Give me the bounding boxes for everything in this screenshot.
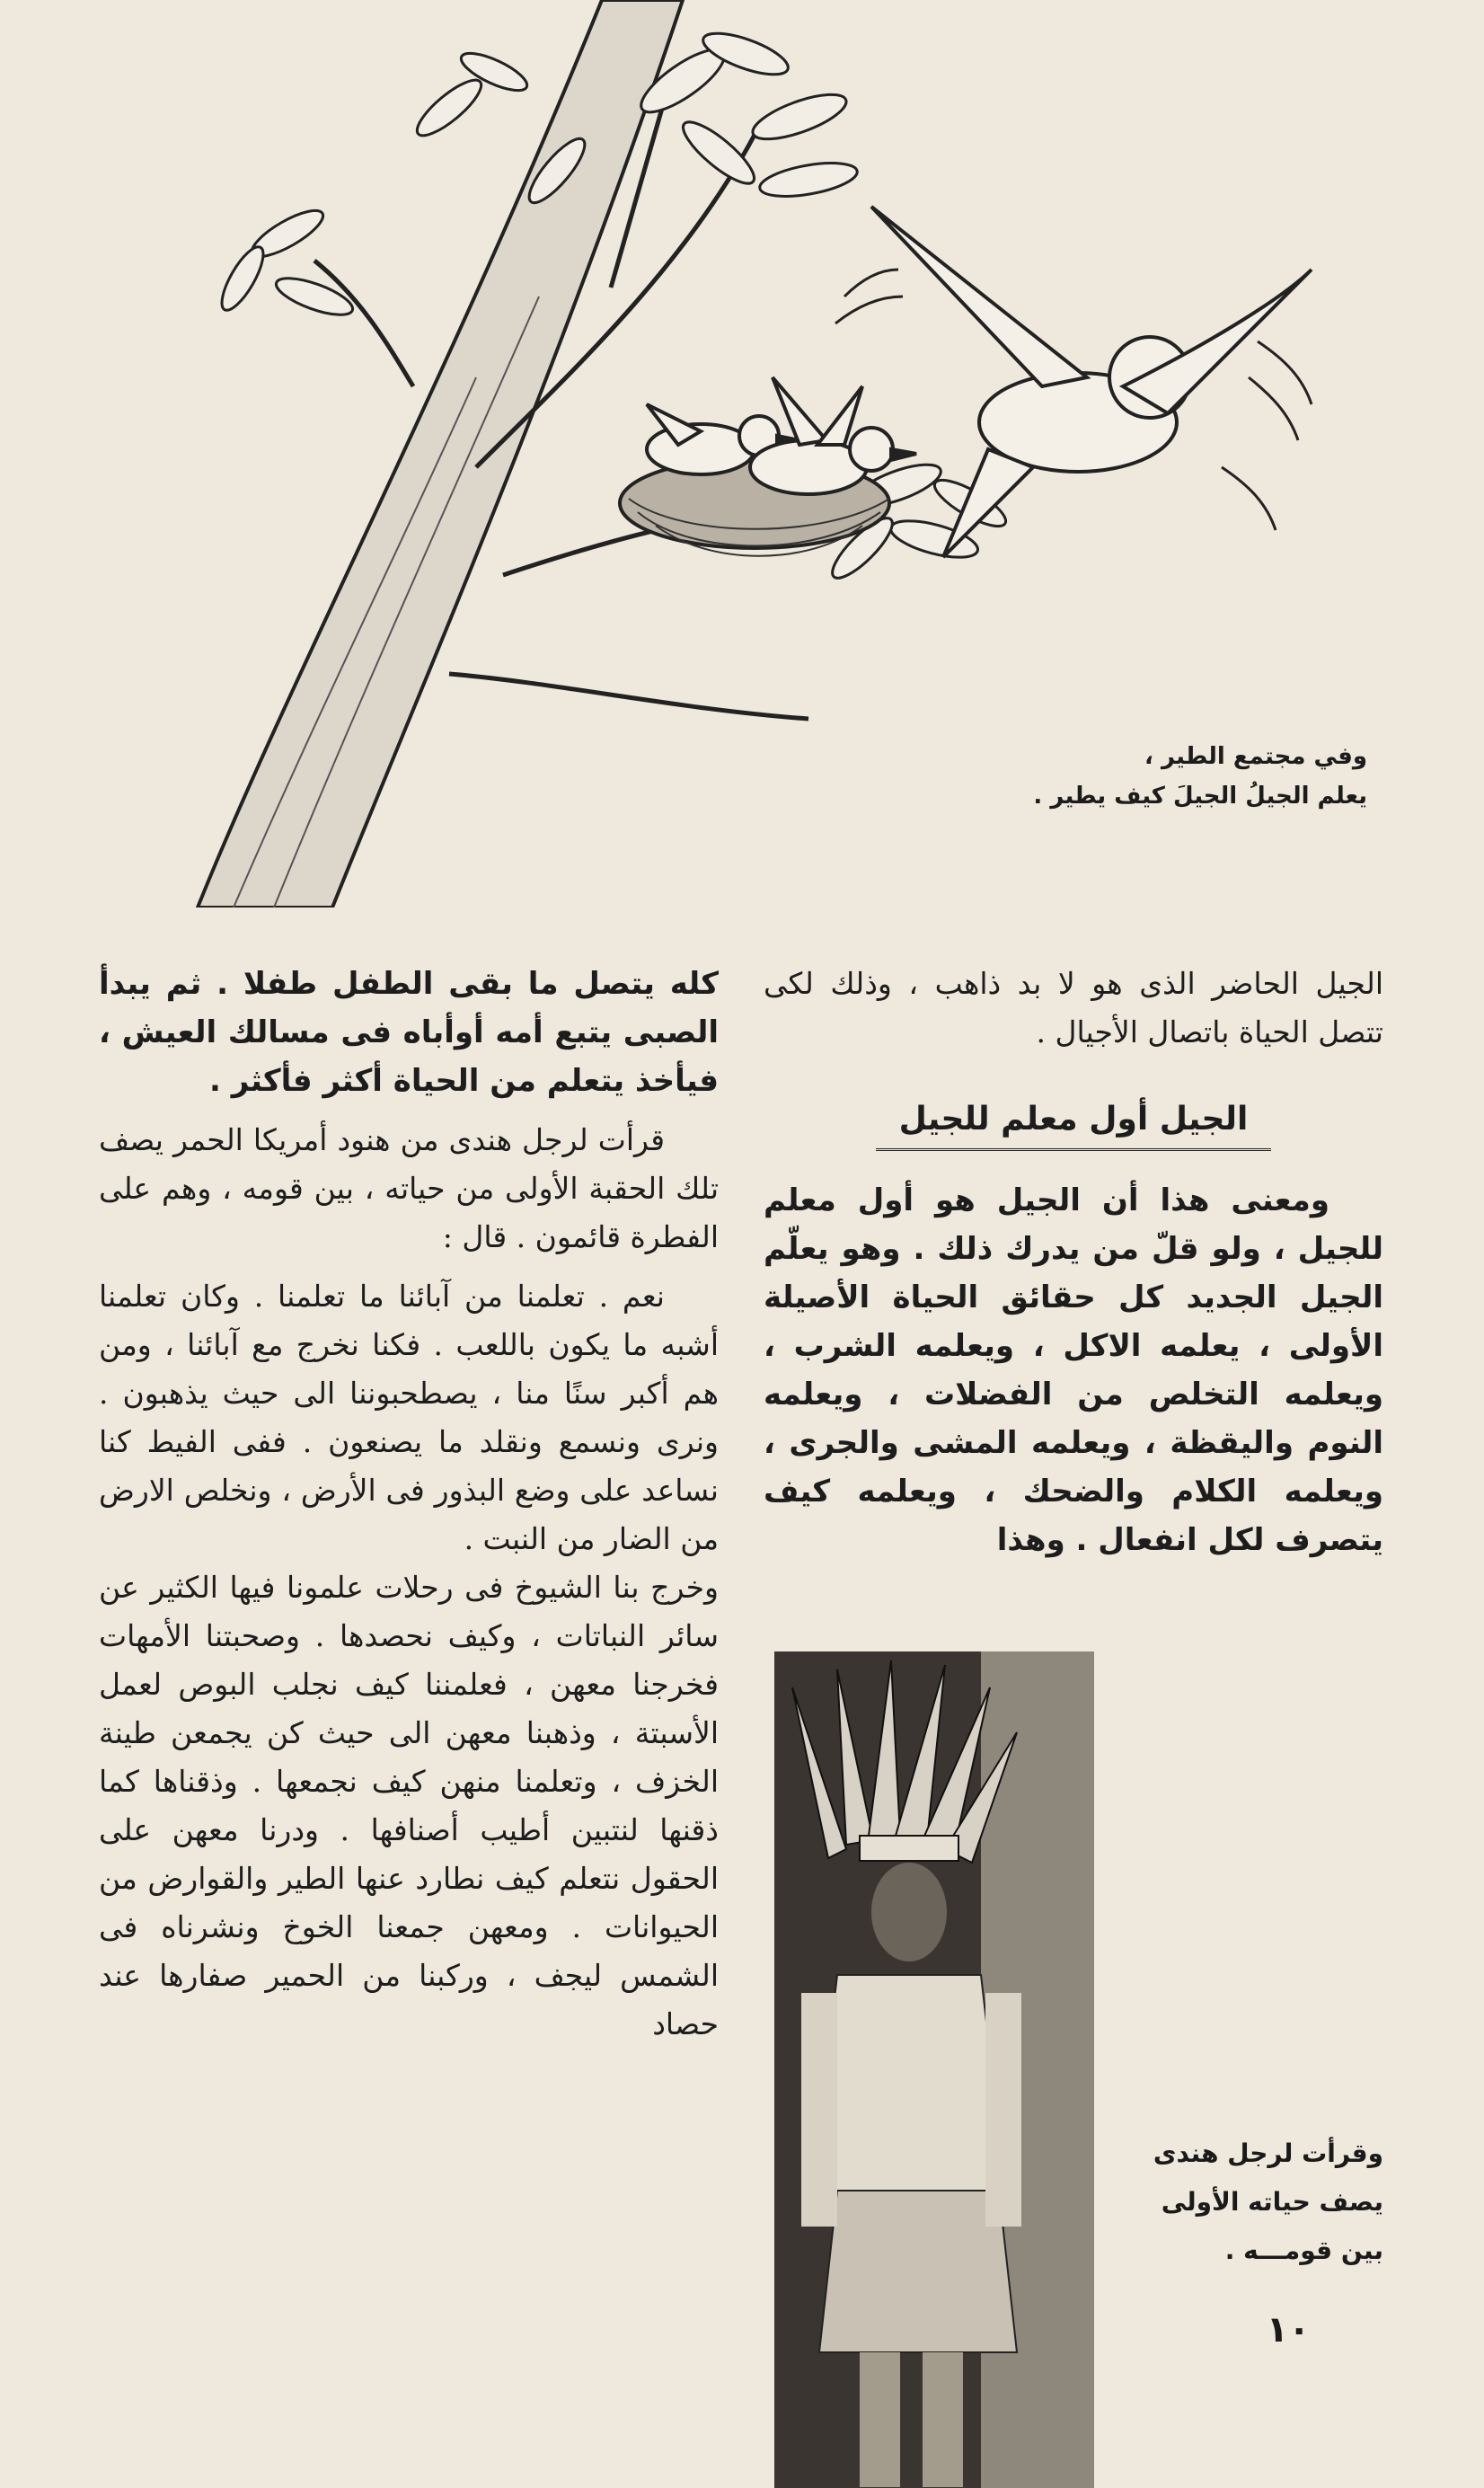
continuation-paragraph: الجيل الحاضر الذى هو لا بد ذاهب ، وذلك لكى تتصل الحياة باتصال الأجيال . — [764, 966, 1383, 1049]
quote-paragraph-1: نعم . تعلمنا من آبائنا ما تعلمنا . وكان تعلمنا أشبه ما يكون باللعب . فكنا نخرج مع آبائنا ، ومن هم أكبر سنًا منا ، يصطحبوننا الى حيث يذهبون . ونرى ونسمع ونقلد ما يصنعون . ففى الفيط كنا نساعد على وضع البذور فى الأرض ، ونخلص الارض من الضار من النبت . — [99, 1279, 719, 1556]
left-text-column — [99, 960, 719, 2049]
illustration-caption — [990, 737, 1367, 816]
photo-caption-line-3: بين قومـــه . — [1224, 2236, 1383, 2265]
photo-caption-line-2: يصف حياته الأولى — [1161, 2187, 1383, 2217]
illustration-caption-line-2: يعلم الجيلُ الجيلَ كيف يطير . — [1033, 783, 1367, 810]
illustration-caption-line-1: وفي مجتمع الطير ، — [1144, 743, 1367, 770]
section-heading: الجيل أول معلم للجيل — [876, 1098, 1271, 1151]
flying-bird — [871, 207, 1312, 557]
tree-trunk — [198, 0, 683, 908]
bold-continuation-paragraph: كله يتصل ما بقى الطفل طفلا . ثم يبدأ الصبى يتبع أمه أوأباه فى مسالك العيش ، فيأخذ يتعلم من الحياة أكثر فأكثر . — [99, 966, 719, 1099]
photo-caption-line-1: وقرأت لرجل هندى — [1153, 2138, 1383, 2168]
quote-intro-paragraph: قرأت لرجل هندى من هنود أمريكا الحمر يصف تلك الحقبة الأولى من حياته ، بين قومه ، وهم على الفطرة قائمون . قال : — [99, 1122, 719, 1254]
right-text-column — [764, 960, 1383, 1564]
native-american-chief-photo — [774, 1651, 1094, 2488]
page-number: ١٠ — [1266, 2309, 1311, 2351]
quote-paragraph-2: وخرج بنا الشيوخ فى رحلات علمونا فيها الكثير عن سائر النباتات ، وكيف نحصدها . وصحبتنا الأمهات فخرجنا معهن ، فعلمننا كيف نجلب البوص لعمل الأسبتة ، وذهبنا معهن الى حيث كن يجمعن طينة الخزف ، وتعلمنا منهن كيف نجمعها . وذقناها كما ذقنها لنتبين أطيب أصنافها . ودرنا معهن على الحقول نتعلم كيف نطارد عنها الطير والقوارض من الحيوانات . ومعهن جمعنا الخوخ ونشرناه فى الشمس ليجف ، وركبنا من الحمير صفارها عند حصاد — [99, 1570, 719, 2041]
photo-caption — [1114, 2129, 1383, 2275]
bold-intro-paragraph: ومعنى هذا أن الجيل هو أول معلم للجيل ، ولو قلّ من يدرك ذلك . وهو يعلّم الجيل الجديد كل حقائق الحياة الأصيلة الأولى ، يعلمه الاكل ، ويعلمه الشرب ، ويعلمه التخلص من الفضلات ، ويعلمه النوم واليقظة ، ويعلمه المشى والجرى ، ويعلمه الكلام والضحك ، ويعلمه كيف يتصرف لكل انفعال . وهذا — [764, 1182, 1383, 1558]
